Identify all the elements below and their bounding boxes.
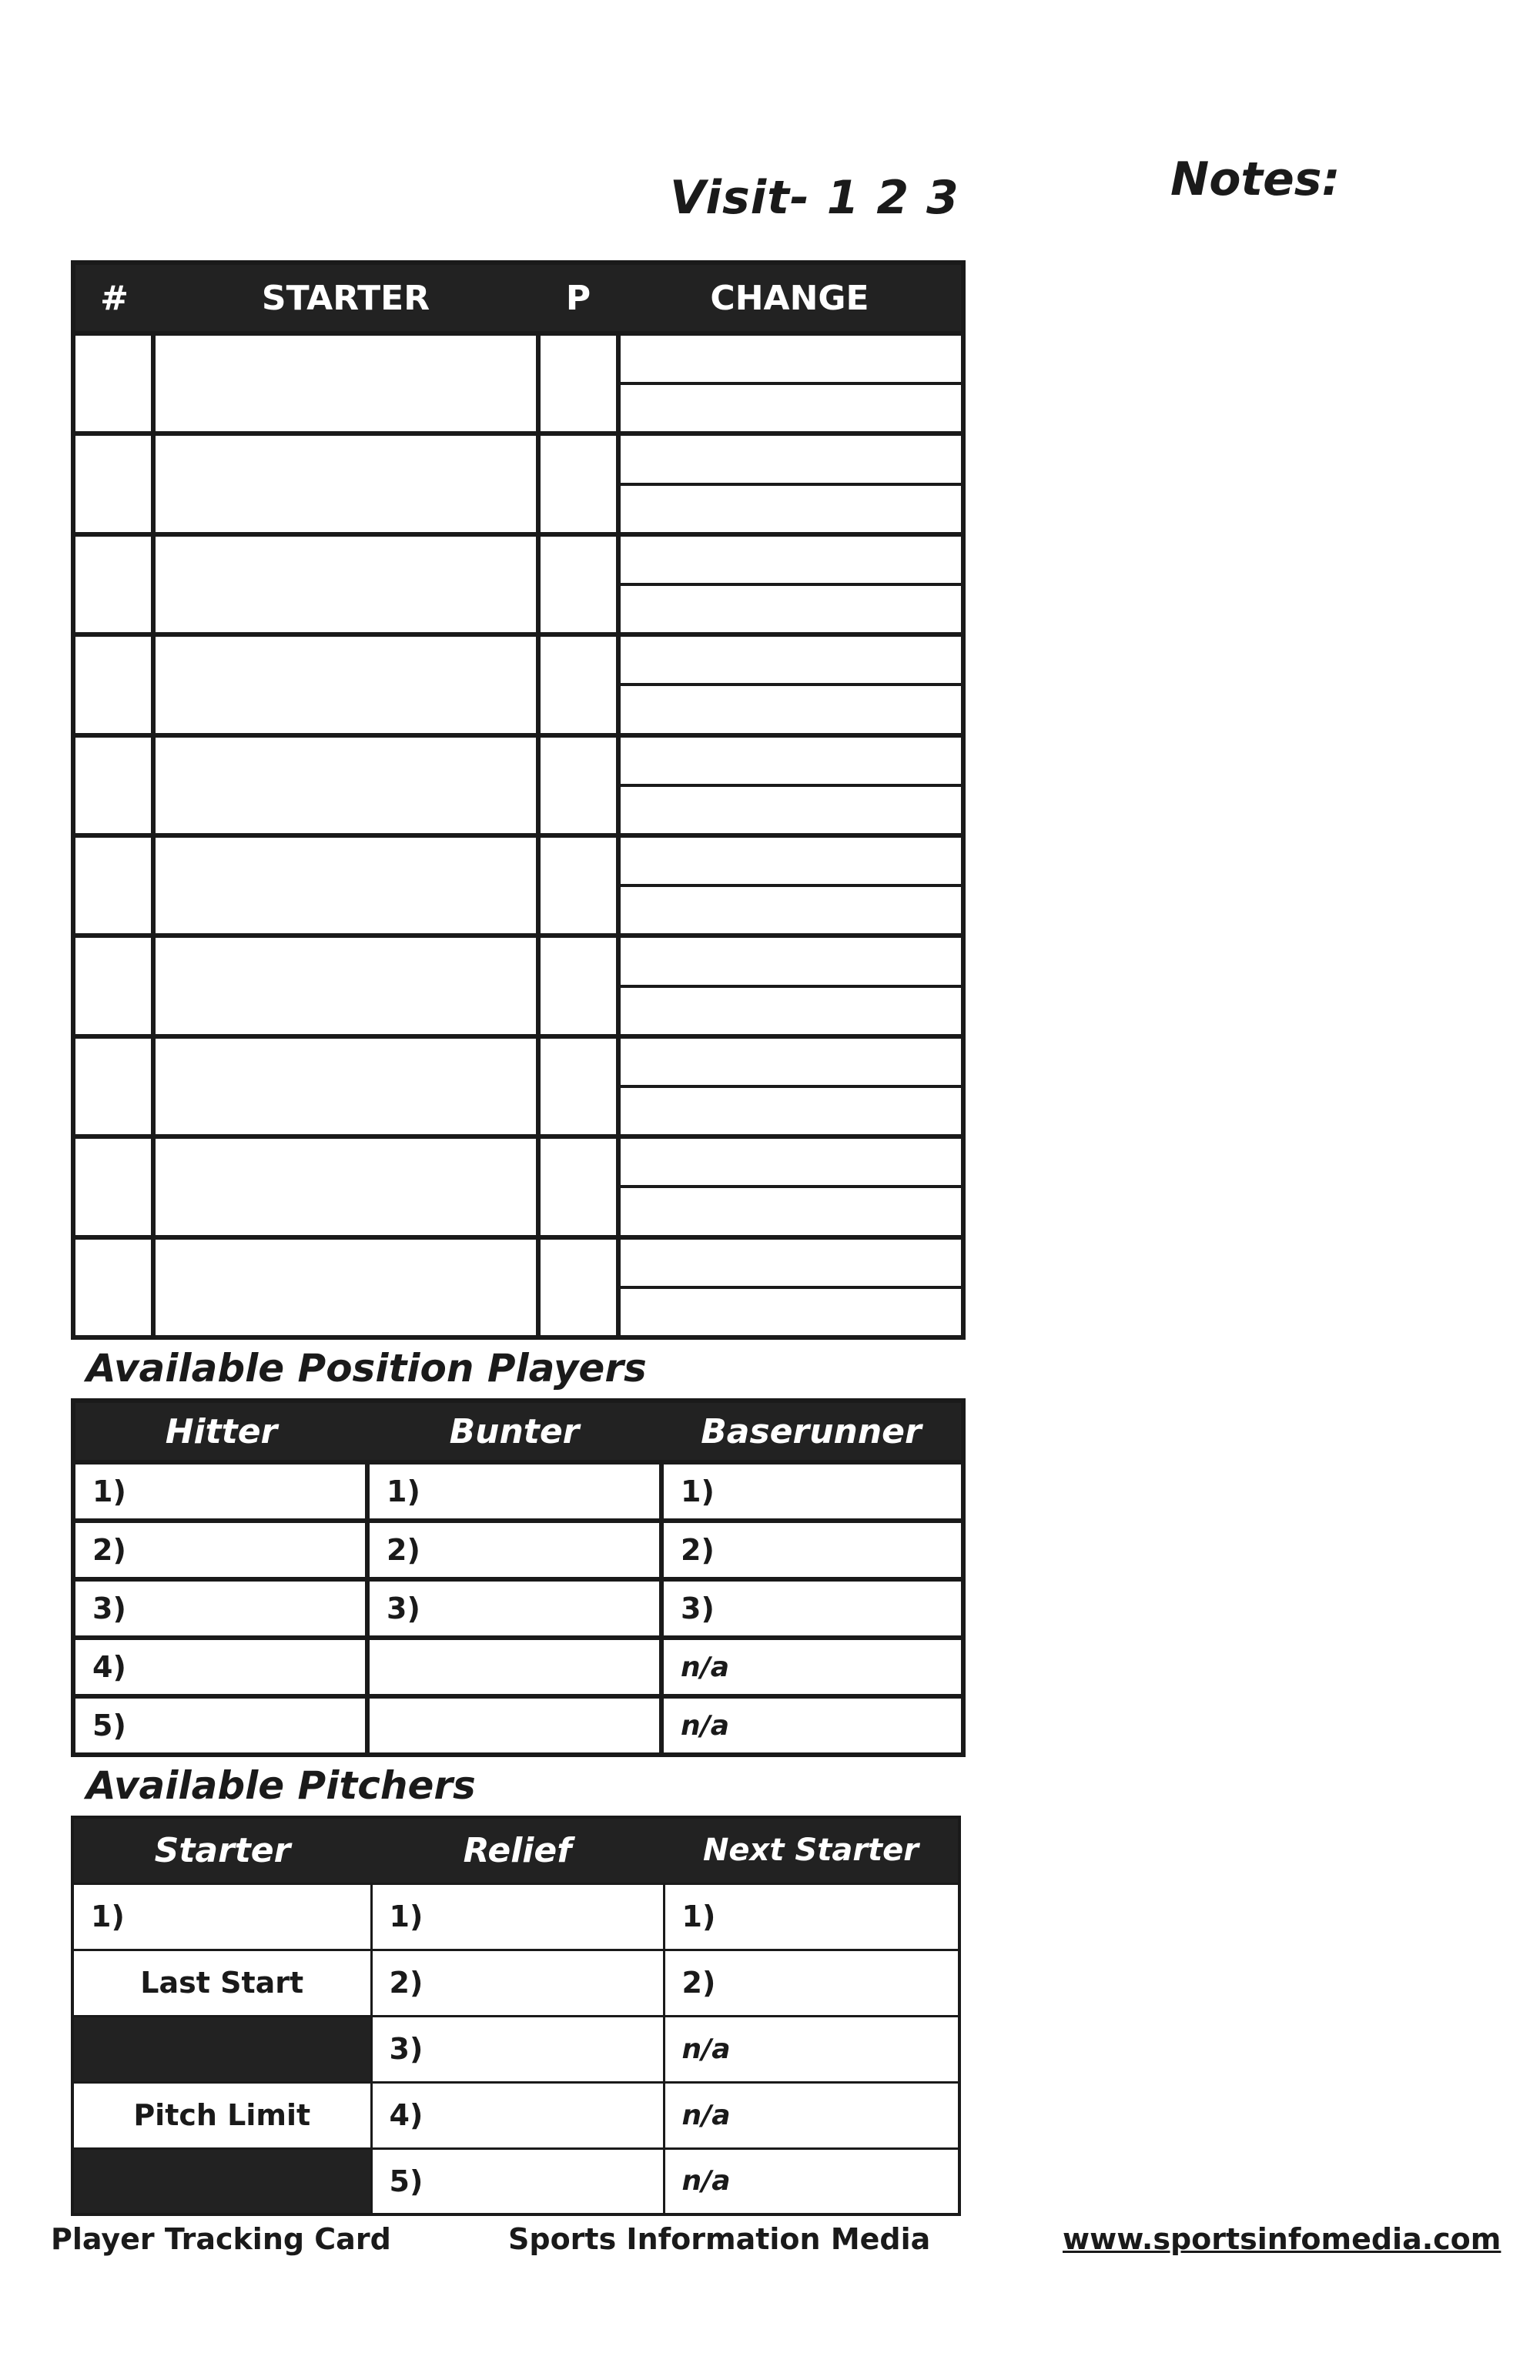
change-cell[interactable] [618, 936, 963, 1036]
next-starter-cell[interactable]: 1) [664, 1883, 959, 1950]
lineup-row [73, 936, 963, 1036]
hitter-cell[interactable]: 3) [73, 1579, 367, 1638]
change-line-1[interactable] [621, 1240, 961, 1289]
number-cell[interactable] [73, 634, 153, 735]
col-bunter: Bunter [367, 1401, 661, 1462]
position-cell[interactable] [538, 835, 618, 936]
baserunner-cell[interactable]: 2) [661, 1521, 963, 1579]
starter-cell[interactable]: 1) [72, 1883, 371, 1950]
starter-cell[interactable] [153, 1136, 538, 1237]
relief-cell[interactable]: 1) [371, 1883, 664, 1950]
lineup-row [73, 1136, 963, 1237]
lineup-header-row [73, 263, 963, 333]
baserunner-cell[interactable]: 1) [661, 1462, 963, 1521]
change-line-1[interactable] [621, 537, 961, 586]
hitter-cell[interactable]: 1) [73, 1462, 367, 1521]
col-hitter: Hitter [73, 1401, 367, 1462]
number-cell[interactable] [73, 433, 153, 534]
pitcher-row [72, 2082, 959, 2148]
change-cell[interactable] [618, 534, 963, 634]
number-cell[interactable] [73, 534, 153, 634]
lineup-row [73, 835, 963, 936]
lineup-row [73, 333, 963, 433]
next-starter-cell[interactable]: n/a [664, 2082, 959, 2148]
position-cell[interactable] [538, 1237, 618, 1337]
lineup-col-number: # [73, 263, 153, 333]
change-cell[interactable] [618, 835, 963, 936]
position-row [73, 1696, 963, 1755]
lineup-body [73, 333, 963, 1337]
position-cell[interactable] [538, 1036, 618, 1136]
lineup-row [73, 1036, 963, 1136]
position-row [73, 1462, 963, 1521]
hitter-cell[interactable]: 2) [73, 1521, 367, 1579]
pitcher-row [72, 2148, 959, 2214]
next-starter-cell[interactable]: 2) [664, 1950, 959, 2016]
position-players-body [73, 1462, 963, 1755]
change-line-1[interactable] [621, 1039, 961, 1088]
pitchers-table [71, 1816, 961, 2216]
bunter-cell[interactable] [367, 1638, 661, 1696]
starter-cell[interactable] [153, 835, 538, 936]
change-line-2[interactable] [621, 486, 961, 532]
position-cell[interactable] [538, 735, 618, 835]
position-row [73, 1638, 963, 1696]
change-cell[interactable] [618, 333, 963, 433]
starter-value-cell[interactable] [72, 2016, 371, 2082]
pitchers-title: Available Pitchers [86, 1763, 476, 1808]
change-line-2[interactable] [621, 1088, 961, 1134]
baserunner-cell[interactable]: n/a [661, 1638, 963, 1696]
footer-card-title: Player Tracking Card [51, 2222, 391, 2256]
hitter-cell[interactable]: 4) [73, 1638, 367, 1696]
number-cell[interactable] [73, 1237, 153, 1337]
pitcher-row [72, 1883, 959, 1950]
col-baserunner: Baserunner [661, 1401, 963, 1462]
change-line-2[interactable] [621, 586, 961, 632]
hitter-cell[interactable]: 5) [73, 1696, 367, 1755]
pitchers-header-row [72, 1817, 959, 1883]
change-cell[interactable] [618, 1036, 963, 1136]
position-header-row [73, 1401, 963, 1462]
starter-cell[interactable]: Last Start [72, 1950, 371, 2016]
lineup-row [73, 534, 963, 634]
baserunner-cell[interactable]: 3) [661, 1579, 963, 1638]
change-line-2[interactable] [621, 988, 961, 1034]
change-line-2[interactable] [621, 686, 961, 732]
number-cell[interactable] [73, 835, 153, 936]
change-line-2[interactable] [621, 385, 961, 431]
position-cell[interactable] [538, 534, 618, 634]
change-cell[interactable] [618, 735, 963, 835]
change-cell[interactable] [618, 1136, 963, 1237]
change-line-1[interactable] [621, 938, 961, 987]
col-next-starter: Next Starter [664, 1817, 959, 1883]
starter-cell[interactable]: Pitch Limit [72, 2082, 371, 2148]
position-row [73, 1521, 963, 1579]
lineup-table [71, 260, 966, 1340]
lineup-row [73, 634, 963, 735]
footer-website-link[interactable]: www.sportsinfomedia.com [1063, 2222, 1502, 2256]
position-row [73, 1579, 963, 1638]
change-line-1[interactable] [621, 838, 961, 887]
next-starter-cell[interactable]: n/a [664, 2148, 959, 2214]
change-cell[interactable] [618, 433, 963, 534]
relief-cell[interactable]: 2) [371, 1950, 664, 2016]
number-cell[interactable] [73, 1136, 153, 1237]
relief-cell[interactable]: 5) [371, 2148, 664, 2214]
notes-label: Notes: [1170, 152, 1341, 206]
number-cell[interactable] [73, 333, 153, 433]
change-line-2[interactable] [621, 787, 961, 833]
position-cell[interactable] [538, 333, 618, 433]
position-cell[interactable] [538, 1136, 618, 1237]
starter-cell[interactable] [153, 333, 538, 433]
starter-cell[interactable] [153, 936, 538, 1036]
starter-cell[interactable] [153, 433, 538, 534]
bunter-cell[interactable]: 2) [367, 1521, 661, 1579]
position-cell[interactable] [538, 634, 618, 735]
position-cell[interactable] [538, 936, 618, 1036]
change-line-1[interactable] [621, 336, 961, 385]
position-cell[interactable] [538, 433, 618, 534]
next-starter-cell[interactable]: n/a [664, 2016, 959, 2082]
change-line-1[interactable] [621, 1139, 961, 1188]
starter-cell[interactable] [153, 1237, 538, 1337]
visit-label: Visit- 1 2 3 [670, 171, 959, 225]
pitcher-row [72, 2016, 959, 2082]
pitchers-body [72, 1883, 959, 2214]
col-relief: Relief [371, 1817, 664, 1883]
bunter-cell[interactable] [367, 1696, 661, 1755]
bunter-cell[interactable]: 3) [367, 1579, 661, 1638]
lineup-col-starter: STARTER [153, 263, 538, 333]
number-cell[interactable] [73, 735, 153, 835]
relief-cell[interactable]: 4) [371, 2082, 664, 2148]
change-line-2[interactable] [621, 887, 961, 933]
change-line-1[interactable] [621, 637, 961, 686]
col-starter: Starter [72, 1817, 371, 1883]
change-line-2[interactable] [621, 1289, 961, 1335]
position-players-title: Available Position Players [86, 1346, 647, 1391]
starter-value-cell[interactable] [72, 2148, 371, 2214]
change-line-1[interactable] [621, 436, 961, 485]
change-cell[interactable] [618, 634, 963, 735]
position-players-table [71, 1398, 966, 1757]
lineup-col-change: CHANGE [618, 263, 963, 333]
starter-cell[interactable] [153, 634, 538, 735]
relief-cell[interactable]: 3) [371, 2016, 664, 2082]
number-cell[interactable] [73, 936, 153, 1036]
lineup-row [73, 433, 963, 534]
change-line-1[interactable] [621, 738, 961, 787]
starter-cell[interactable] [153, 735, 538, 835]
baserunner-cell[interactable]: n/a [661, 1696, 963, 1755]
pitcher-row [72, 1950, 959, 2016]
change-cell[interactable] [618, 1237, 963, 1337]
number-cell[interactable] [73, 1036, 153, 1136]
bunter-cell[interactable]: 1) [367, 1462, 661, 1521]
footer-publisher: Sports Information Media [508, 2222, 931, 2256]
lineup-col-position: P [538, 263, 618, 333]
starter-cell[interactable] [153, 1036, 538, 1136]
lineup-row [73, 1237, 963, 1337]
starter-cell[interactable] [153, 534, 538, 634]
lineup-row [73, 735, 963, 835]
change-line-2[interactable] [621, 1188, 961, 1234]
